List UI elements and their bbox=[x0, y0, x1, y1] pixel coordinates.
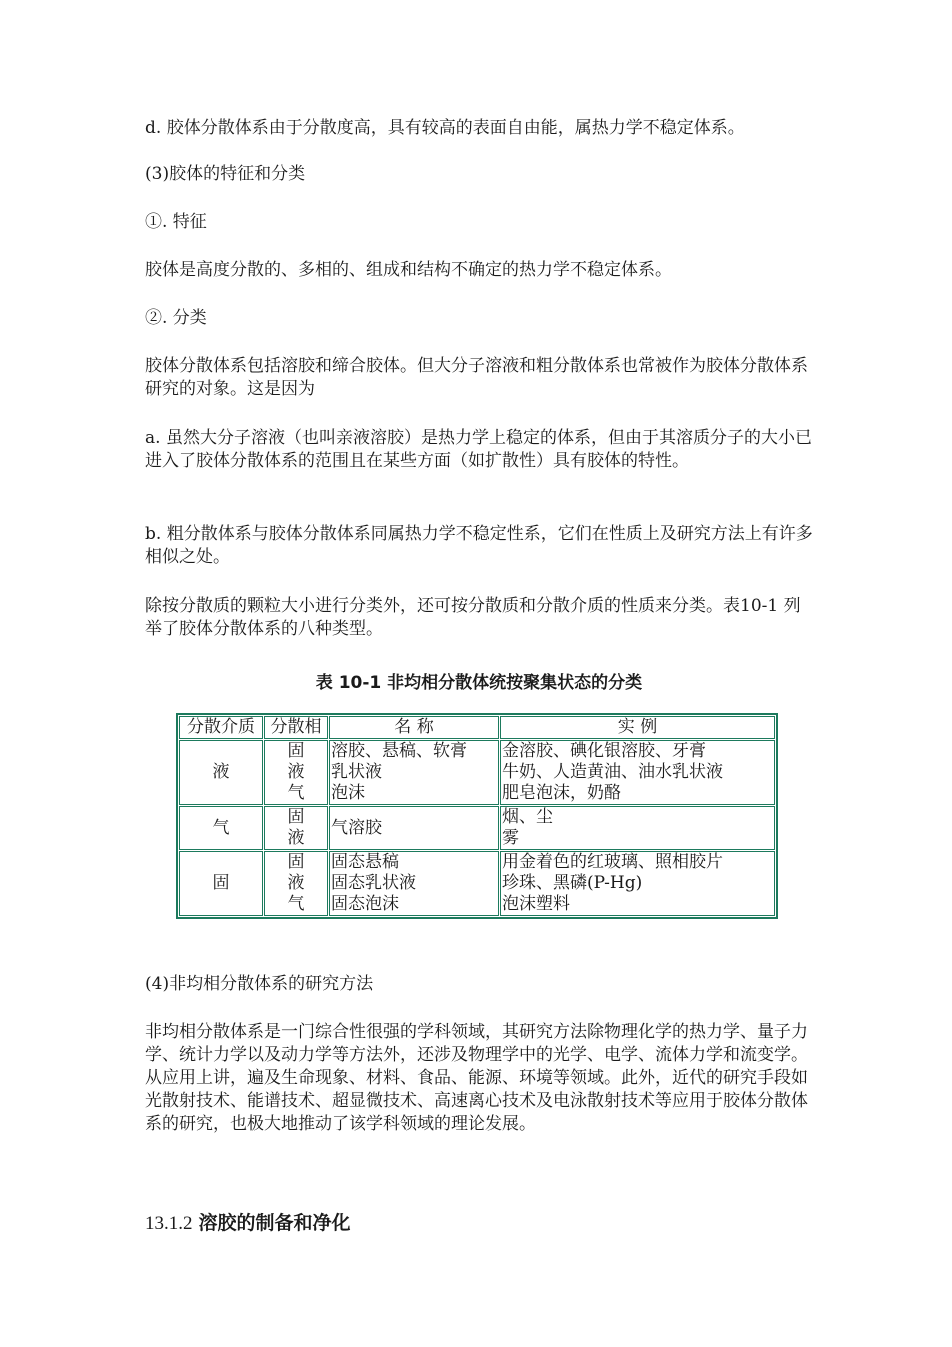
subsection-label: ①. 特征 bbox=[145, 212, 207, 232]
name-cell: 溶胶、悬稿、软膏 乳状液 泡沫 bbox=[329, 740, 499, 805]
subsection-label: ②. 分类 bbox=[145, 308, 207, 328]
table-header-row bbox=[179, 716, 775, 739]
section-title: 溶胶的制备和净化 bbox=[198, 1212, 351, 1234]
medium-cell: 固 bbox=[179, 851, 263, 916]
example-cell: 用金着色的红玻璃、照相胶片 珍珠、黑磷(P-Hg) 泡沫塑料 bbox=[500, 851, 775, 916]
paragraph: 胶体分散体系包括溶胶和缔合胶体。但大分子溶液和粗分散体系也常被作为胶体分散体系研究的对象。这是因为 bbox=[145, 356, 808, 399]
section-subtitle: (3)胶体的特征和分类 bbox=[145, 164, 306, 184]
paragraph: a. 虽然大分子溶液（也叫亲液溶胶）是热力学上稳定的体系，但由于其溶质分子的大小已进入了胶体分散体系的范围且在某些方面（如扩散性）具有胶体的特性。 bbox=[145, 428, 812, 471]
example-cell: 金溶胶、碘化银溶胶、牙膏 牛奶、人造黄油、油水乳状液 肥皂泡沫，奶酪 bbox=[500, 740, 775, 805]
table-caption: 表 10-1 非均相分散体统按聚集状态的分类 bbox=[315, 673, 643, 693]
phase-cell: 固 液 气 bbox=[264, 740, 328, 805]
example-cell: 烟、尘 雾 bbox=[500, 806, 775, 850]
table-row bbox=[179, 740, 775, 805]
classification-table bbox=[176, 713, 778, 919]
name-cell: 气溶胶 bbox=[329, 806, 499, 850]
medium-cell: 气 bbox=[179, 806, 263, 850]
name-cell: 固态悬稿 固态乳状液 固态泡沫 bbox=[329, 851, 499, 916]
paragraph: 除按分散质的颗粒大小进行分类外，还可按分散质和分散介质的性质来分类。表10-1 列举了胶体分散体系的八种类型。 bbox=[145, 596, 801, 639]
section-subtitle: (4)非均相分散体系的研究方法 bbox=[145, 974, 374, 994]
section-heading bbox=[145, 1208, 351, 1235]
header-phase: 分散相 bbox=[264, 716, 328, 739]
table-row bbox=[179, 806, 775, 850]
paragraph: b. 粗分散体系与胶体分散体系同属热力学不稳定性系，它们在性质上及研究方法上有许多相似之处。 bbox=[145, 524, 813, 567]
phase-cell: 固 液 bbox=[264, 806, 328, 850]
header-name: 名 称 bbox=[329, 716, 499, 739]
table-row bbox=[179, 851, 775, 916]
medium-cell: 液 bbox=[179, 740, 263, 805]
phase-cell: 固 液 气 bbox=[264, 851, 328, 916]
header-medium: 分散介质 bbox=[179, 716, 263, 739]
paragraph: 胶体是高度分散的、多相的、组成和结构不确定的热力学不稳定体系。 bbox=[145, 260, 672, 280]
paragraph: 非均相分散体系是一门综合性很强的学科领域，其研究方法除物理化学的热力学、量子力学、统计力学以及动力学等方法外，还涉及物理学中的光学、电学、流体力学和流变学。从应用上讲，遍及生命现象、材料、食品、能源、环境等领域。此外，近代的研究手段如光散射技术、能谱技术、超显微技术、高速离心技术及电泳散射技术等应用于胶体分散体系的研究，也极大地推动了该学科领域的理论发展。 bbox=[145, 1022, 808, 1134]
section-number: 13.1.2 bbox=[145, 1213, 193, 1234]
paragraph: d. 胶体分散体系由于分散度高，具有较高的表面自由能，属热力学不稳定体系。 bbox=[145, 118, 745, 138]
header-example: 实 例 bbox=[500, 716, 775, 739]
